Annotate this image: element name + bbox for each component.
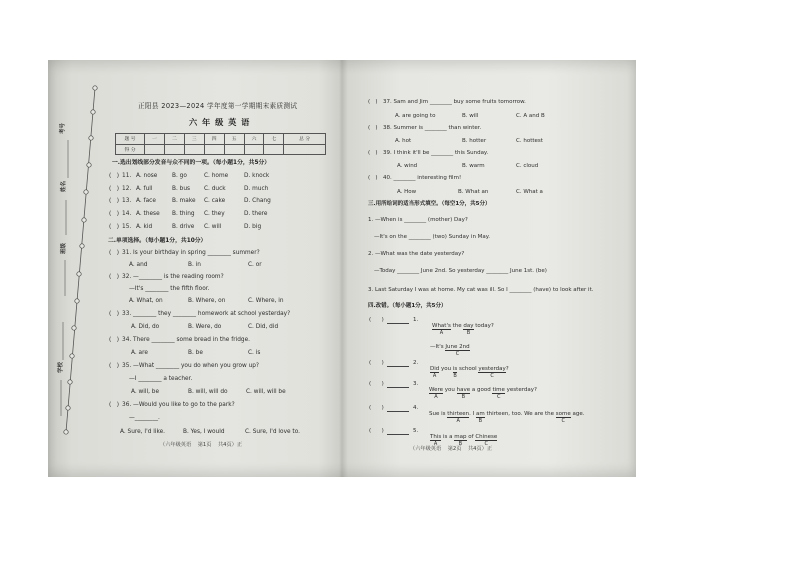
error-sentence: Sue is thirteen A . I am B thirteen, too. We are the some C age. <box>429 410 585 424</box>
score-header-cell: 总 分 <box>284 134 326 145</box>
answer-blank <box>387 411 409 412</box>
answer-paren: ( ) <box>109 224 120 230</box>
question-number: 1. <box>413 317 419 323</box>
error-sentence: This A is a map B of Chinese C <box>430 433 498 447</box>
question-text: 35. —What ________ you do when you grow up? <box>122 363 260 369</box>
answer-paren: ( ) <box>109 173 120 179</box>
part-c: time C <box>492 386 505 400</box>
answer-blank <box>387 366 409 367</box>
option-c: C. or <box>248 262 262 268</box>
score-header-cell: 一 <box>145 134 165 145</box>
option-a: A. are <box>131 350 148 356</box>
option-b: B. Where, on <box>188 298 226 304</box>
question-text: 36. —Would you like to go to the park? <box>122 402 235 408</box>
section-3-heading: 三.用所给词的适当形式填空。（每空1分，共5分） <box>368 201 491 207</box>
option-d: D. much <box>244 186 269 192</box>
answer-blank <box>387 387 409 388</box>
school-header: 正阳县 2023—2024 学年度第一学期期末素质测试 <box>138 102 298 110</box>
option-a: A. kid <box>136 224 153 230</box>
error-sentence: Did A you is B school yesterday C ? <box>430 365 509 379</box>
option-c: C. Did, did <box>248 324 279 330</box>
option-b: B. go <box>172 173 187 179</box>
answer-paren: ( ) <box>109 402 120 408</box>
right-page-footer: （六年级英语 第2页 共4页）正 <box>410 446 493 452</box>
score-header-cell: 七 <box>264 134 284 145</box>
option-b: B. drive <box>172 224 195 230</box>
question-text: 39. I think it'll be ________ this Sunday. <box>383 150 489 156</box>
answer-paren: ( ) <box>368 175 378 181</box>
score-header-cell: 六 <box>244 134 264 145</box>
question-text: 33. ________ they ________ homework at school yesterday? <box>122 311 291 317</box>
answer-paren: ( ) <box>109 274 120 280</box>
option-b: B. in <box>188 262 201 268</box>
option-a: A. full <box>136 186 153 192</box>
question-text: 40. ________ interesting film! <box>383 175 462 181</box>
fill-question: 2. —What was the date yesterday? <box>368 251 465 257</box>
question-number: 12. <box>122 186 132 192</box>
section-1-heading: 一.选出划线部分发音与众不同的一项。（每小题1分，共5分） <box>112 160 271 166</box>
question-text-line2: —It's ________ the fifth floor. <box>129 286 210 292</box>
option-a: A. hot <box>395 138 412 144</box>
option-c: C. is <box>248 350 261 356</box>
part-b: have B <box>456 386 471 400</box>
score-header-cell: 三 <box>184 134 204 145</box>
part-a: This A <box>430 433 442 447</box>
option-c: C. they <box>204 211 225 217</box>
error-sentence: Were A you have B a good time C yesterday? <box>429 386 537 400</box>
section-4-heading: 四.改错。（每小题1分，共5分） <box>368 303 447 309</box>
question-text: 34. There ________ some bread in the fridge. <box>122 337 251 343</box>
question-text: 31. Is your birthday in spring ________ summer? <box>122 250 260 256</box>
score-header-cell: 四 <box>204 134 224 145</box>
question-number: 14. <box>122 211 132 217</box>
error-sentence-line2: —It's June 2nd C <box>430 343 470 357</box>
question-number: 13. <box>122 198 132 204</box>
option-b: B. Yes, I would <box>183 429 225 435</box>
answer-paren: ( ) <box>369 428 384 434</box>
option-a: A. Did, do <box>131 324 160 330</box>
option-a: A. face <box>136 198 156 204</box>
score-cell <box>204 144 224 155</box>
option-c: C. home <box>204 173 229 179</box>
answer-paren: ( ) <box>109 363 120 369</box>
part-c: some C <box>555 410 571 424</box>
option-d: D. there <box>244 211 268 217</box>
option-c: C. Sure, I'd love to. <box>245 429 300 435</box>
binding-label-1: 考号 <box>60 122 66 134</box>
question-text: 32. —________ is the reading room? <box>122 274 224 280</box>
option-a: A. these <box>136 211 160 217</box>
option-a: A. wind <box>397 163 418 169</box>
option-b: B. will <box>462 113 479 119</box>
binding-label-3: 班级 <box>61 242 67 254</box>
option-a: A. are going to <box>395 113 436 119</box>
question-number: 4. <box>413 405 419 411</box>
option-b: B. will, will do <box>188 389 228 395</box>
option-c: C. will, will be <box>246 389 286 395</box>
question-text-line2: —________. <box>129 415 160 421</box>
part-b: is B <box>452 365 458 379</box>
option-c: C. cloud <box>516 163 539 169</box>
binding-label-4: 学校 <box>58 361 64 373</box>
answer-paren: ( ) <box>368 125 378 131</box>
answer-blank <box>387 323 409 324</box>
part-a: thirteen A <box>447 410 470 424</box>
score-cell <box>145 144 165 155</box>
score-cell <box>164 144 184 155</box>
answer-paren: ( ) <box>109 211 120 217</box>
part-a: Were A <box>429 386 444 400</box>
part-b: map B <box>454 433 467 447</box>
answer-paren: ( ) <box>369 405 384 411</box>
answer-paren: ( ) <box>369 317 384 323</box>
option-c: C. Where, in <box>248 298 284 304</box>
option-a: A. and <box>129 262 148 268</box>
part-c: Chinese C <box>475 433 498 447</box>
option-b: B. What an <box>458 189 489 195</box>
page-title: 六 年 级 英 语 <box>189 117 251 127</box>
question-number: 2. <box>413 360 419 366</box>
option-c: C. cake <box>204 198 226 204</box>
part-b: am B <box>475 410 485 424</box>
score-table <box>115 133 326 155</box>
answer-paren: ( ) <box>109 198 120 204</box>
answer-paren: ( ) <box>109 186 120 192</box>
option-c: C. hottest <box>516 138 543 144</box>
part-c: yesterday C <box>478 365 506 379</box>
score-header-cell: 五 <box>224 134 244 145</box>
score-cell <box>244 144 264 155</box>
option-a: A. nose <box>136 173 158 179</box>
score-label-cell: 得 分 <box>116 144 145 155</box>
part-b: day B <box>463 322 474 336</box>
score-cell <box>284 144 326 155</box>
question-text-line2: —I ________ a teacher. <box>129 376 193 382</box>
score-header-cell: 二 <box>164 134 184 145</box>
answer-paren: ( ) <box>368 99 378 105</box>
answer-paren: ( ) <box>109 250 120 256</box>
question-number: 5. <box>413 428 419 434</box>
answer-paren: ( ) <box>369 360 384 366</box>
answer-paren: ( ) <box>369 381 384 387</box>
question-text: 37. Sam and Jim ________ buy some fruits tomorrow. <box>383 99 526 105</box>
score-header-cell: 题 号 <box>116 134 145 145</box>
part-c: June 2nd C <box>445 343 470 357</box>
fill-question: 1. —When is ________ (mother) Day? <box>368 217 468 223</box>
answer-paren: ( ) <box>109 337 120 343</box>
binding-label-2: 姓名 <box>61 180 67 192</box>
option-c: C. will <box>204 224 222 230</box>
option-b: B. warm <box>462 163 485 169</box>
score-cell <box>224 144 244 155</box>
option-b: B. Were, do <box>188 324 222 330</box>
option-d: D. Chang <box>244 198 271 204</box>
option-a: A. Sure, I'd like. <box>120 429 166 435</box>
option-c: C. A and B <box>516 113 545 119</box>
answer-paren: ( ) <box>368 150 378 156</box>
question-number: 11. <box>122 173 132 179</box>
error-sentence: What's A the day B today? <box>432 322 494 336</box>
option-b: B. bus <box>172 186 191 192</box>
score-cell <box>184 144 204 155</box>
option-b: B. be <box>188 350 203 356</box>
answer-blank <box>387 434 409 435</box>
left-page-footer: （六年级英语 第1页 共4页）正 <box>160 442 243 448</box>
question-number: 15. <box>122 224 132 230</box>
binding-line <box>48 60 108 477</box>
option-c: C. duck <box>204 186 226 192</box>
fill-question-line2: —Today ________ June 2nd. So yesterday ________ June 1st. (be) <box>374 268 547 274</box>
question-text: 38. Summer is ________ than winter. <box>383 125 482 131</box>
part-a: Did A <box>430 365 440 379</box>
option-b: B. hotter <box>462 138 487 144</box>
section-2-heading: 二.单项选择。（每小题1分，共10分） <box>108 238 207 244</box>
option-c: C. What a <box>516 189 543 195</box>
option-d: D. big <box>244 224 262 230</box>
question-number: 3. <box>413 381 419 387</box>
option-a: A. What, on <box>129 298 163 304</box>
fill-question: 3. Last Saturday I was at home. My cat was ill. So I ________ (have) to look after it. <box>368 287 594 293</box>
score-cell <box>264 144 284 155</box>
option-a: A. How <box>397 189 417 195</box>
option-b: B. thing <box>172 211 195 217</box>
part-a: What's A <box>432 322 451 336</box>
option-a: A. will, be <box>131 389 160 395</box>
fill-question-line2: —It's on the ________ (two) Sunday in May. <box>374 234 491 240</box>
option-d: D. knock <box>244 173 270 179</box>
answer-paren: ( ) <box>109 311 120 317</box>
option-b: B. make <box>172 198 196 204</box>
